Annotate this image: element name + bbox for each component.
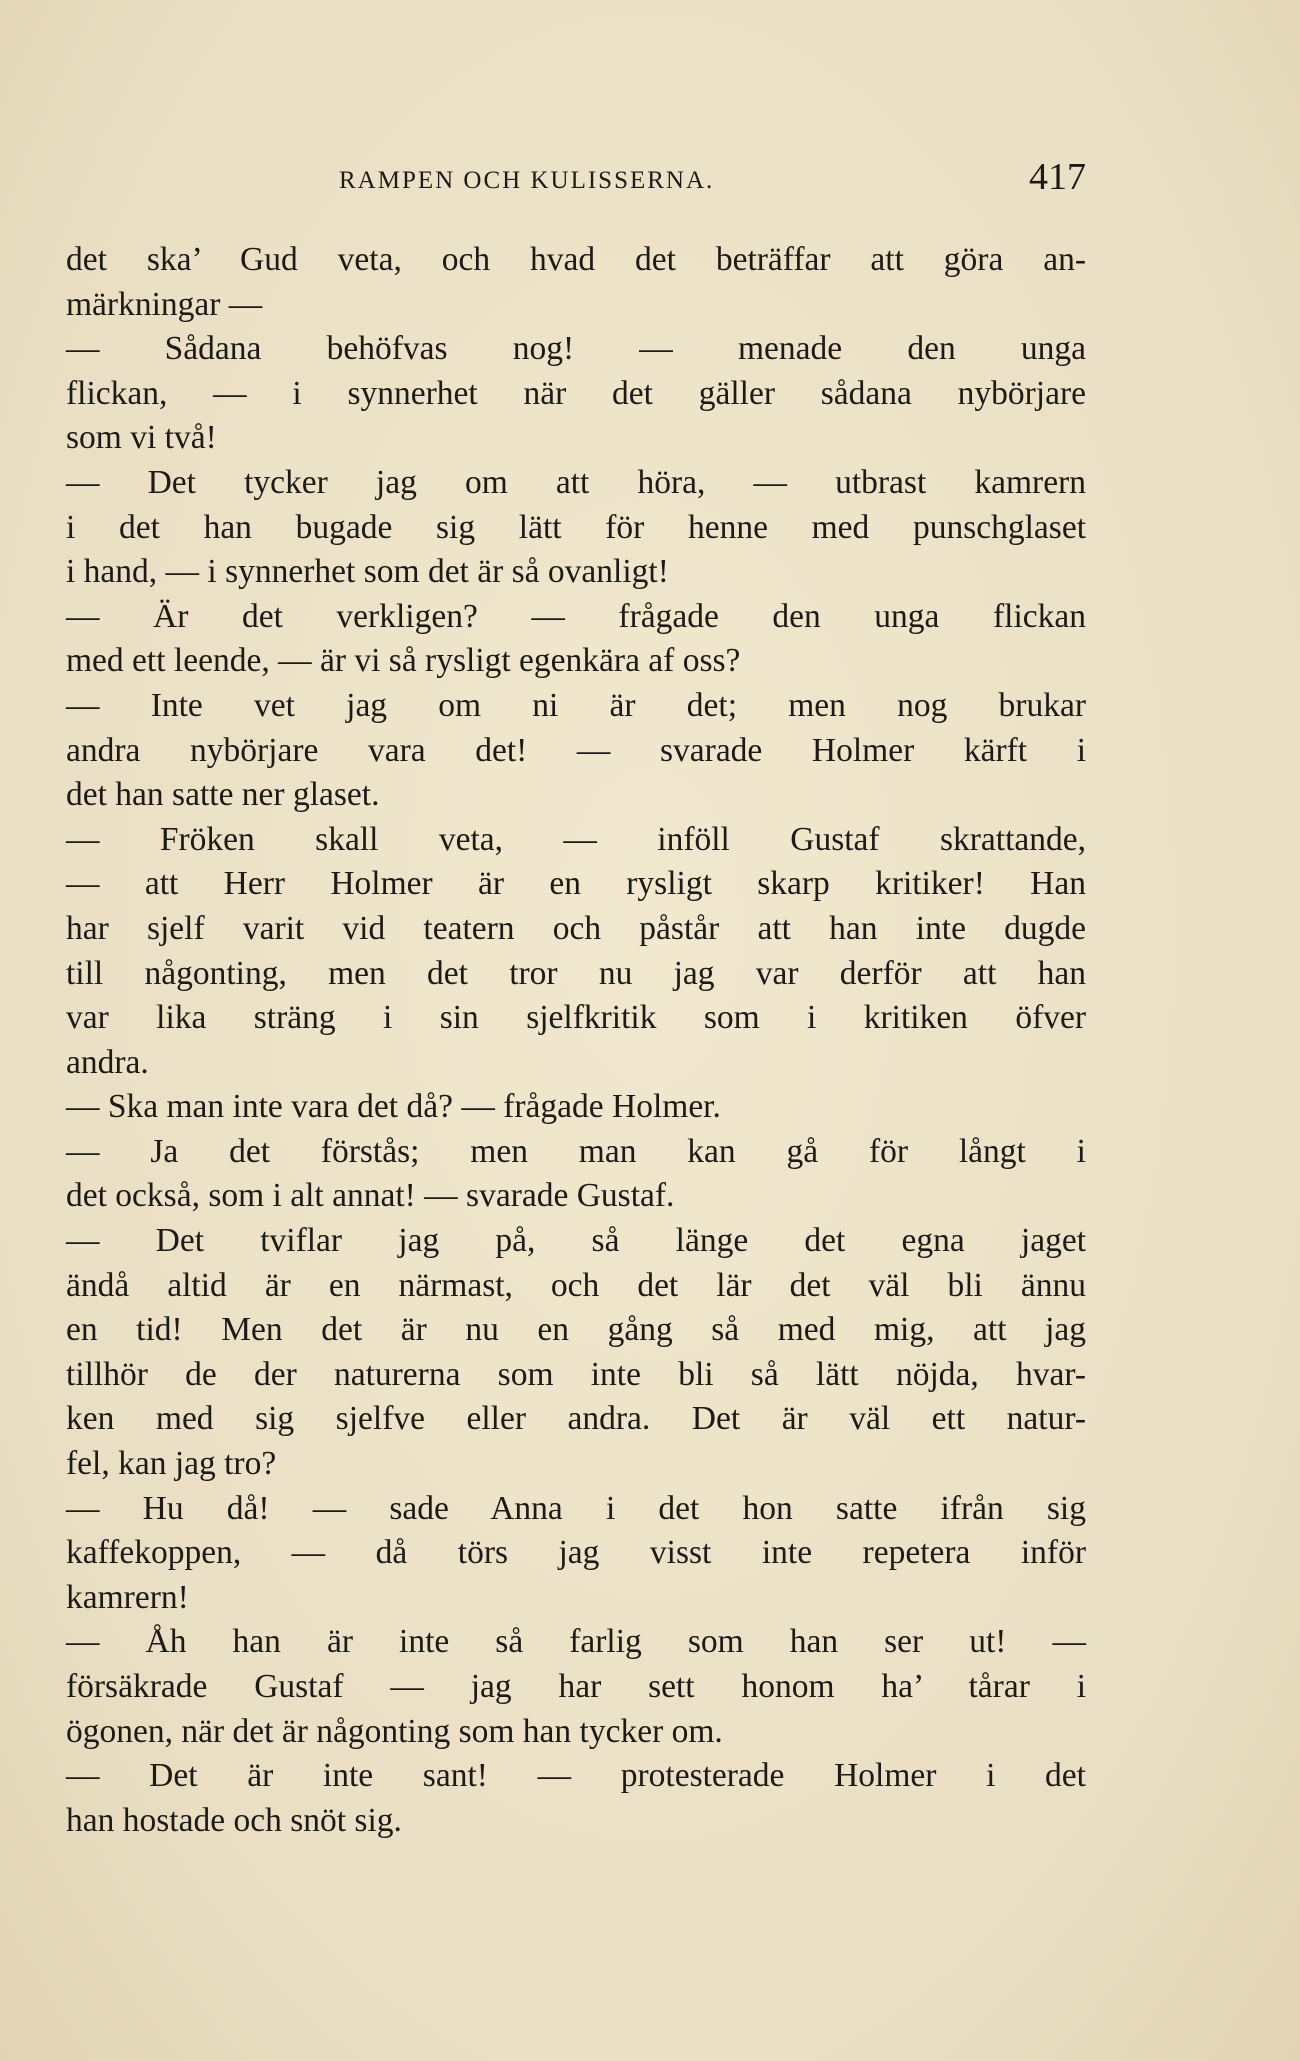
text-line: — Hu då! — sade Anna i det hon satte ifrån sig xyxy=(66,1489,1086,1527)
page-header xyxy=(66,155,1086,205)
text-line: — Åh han är inte så farlig som han ser ut! — xyxy=(66,1623,1086,1661)
text-line: ögonen, när det är någonting som han tycker om. xyxy=(66,1712,723,1750)
paragraph xyxy=(66,1130,1086,1219)
text-line: ändå altid är en närmast, och det lär det väl bli ännu xyxy=(66,1266,1086,1304)
paragraph xyxy=(66,1754,1086,1843)
text-line: med ett leende, — är vi så rysligt egenkära af oss? xyxy=(66,642,741,680)
text-line: — Det är inte sant! — protesterade Holmer i det xyxy=(66,1757,1086,1795)
text-line: — att Herr Holmer är en rysligt skarp kritiker! Han xyxy=(66,865,1086,903)
text-line: — Är det verkligen? — frågade den unga flickan xyxy=(66,597,1086,635)
text-line: ken med sig sjelfve eller andra. Det är väl ett natur- xyxy=(66,1400,1086,1438)
running-head: RAMPEN OCH KULISSERNA. xyxy=(339,167,715,194)
paragraph xyxy=(66,1219,1086,1487)
text-line: kamrern! xyxy=(66,1578,189,1616)
text-line: det ska’ Gud veta, och hvad det beträffar att göra an- xyxy=(66,241,1086,278)
text-line: — Inte vet jag om ni är det; men nog brukar xyxy=(66,686,1086,724)
text-line: tillhör de der naturerna som inte bli så lätt nöjda, hvar- xyxy=(66,1355,1086,1393)
page-number: 417 xyxy=(1029,156,1086,198)
text-line: andra nybörjare vara det! — svarade Holmer kärft i xyxy=(66,731,1086,769)
text-line: fel, kan jag tro? xyxy=(66,1445,277,1483)
paragraph xyxy=(66,238,1086,327)
text-line: märkningar — xyxy=(66,285,263,323)
paragraph xyxy=(66,684,1086,818)
text-line: han hostade och snöt sig. xyxy=(66,1801,402,1839)
paragraph xyxy=(66,1487,1086,1621)
paragraph xyxy=(66,595,1086,684)
text-line: har sjelf varit vid teatern och påstår att han inte dugde xyxy=(66,909,1086,947)
paragraph xyxy=(66,1620,1086,1754)
text-line: kaffekoppen, — då törs jag visst inte repetera inför xyxy=(66,1534,1086,1572)
text-line: försäkrade Gustaf — jag har sett honom ha’ tårar i xyxy=(66,1668,1086,1705)
text-line: i hand, — i synnerhet som det är så ovanligt! xyxy=(66,553,669,591)
text-line: andra. xyxy=(66,1043,149,1081)
text-line: som vi två! xyxy=(66,419,217,457)
text-line: — Det tycker jag om att höra, — utbrast kamrern xyxy=(66,463,1086,501)
paragraph xyxy=(66,818,1086,1086)
text-line: — Sådana behöfvas nog! — menade den unga xyxy=(66,330,1086,368)
text-line: en tid! Men det är nu en gång så med mig, att jag xyxy=(66,1311,1086,1349)
text-line: till någonting, men det tror nu jag var derför att han xyxy=(66,954,1086,992)
text-line: flickan, — i synnerhet när det gäller sådana nybörjare xyxy=(66,374,1086,412)
text-line: det också, som i alt annat! — svarade Gustaf. xyxy=(66,1177,675,1215)
body-text xyxy=(66,238,1086,1843)
text-line: i det han bugade sig lätt för henne med punschglaset xyxy=(66,508,1086,546)
text-line: — Det tviflar jag på, så länge det egna jaget xyxy=(66,1222,1086,1260)
text-line: — Fröken skall veta, — inföll Gustaf skrattande, xyxy=(66,820,1086,858)
paragraph xyxy=(66,461,1086,595)
paragraph xyxy=(66,1085,1086,1130)
text-line: var lika sträng i sin sjelfkritik som i kritiken öfver xyxy=(66,999,1086,1037)
text-line: — Ska man inte vara det då? — frågade Holmer. xyxy=(66,1088,721,1126)
text-line: — Ja det förstås; men man kan gå för långt i xyxy=(66,1132,1086,1170)
paragraph xyxy=(66,327,1086,461)
text-line: det han satte ner glaset. xyxy=(66,776,380,814)
